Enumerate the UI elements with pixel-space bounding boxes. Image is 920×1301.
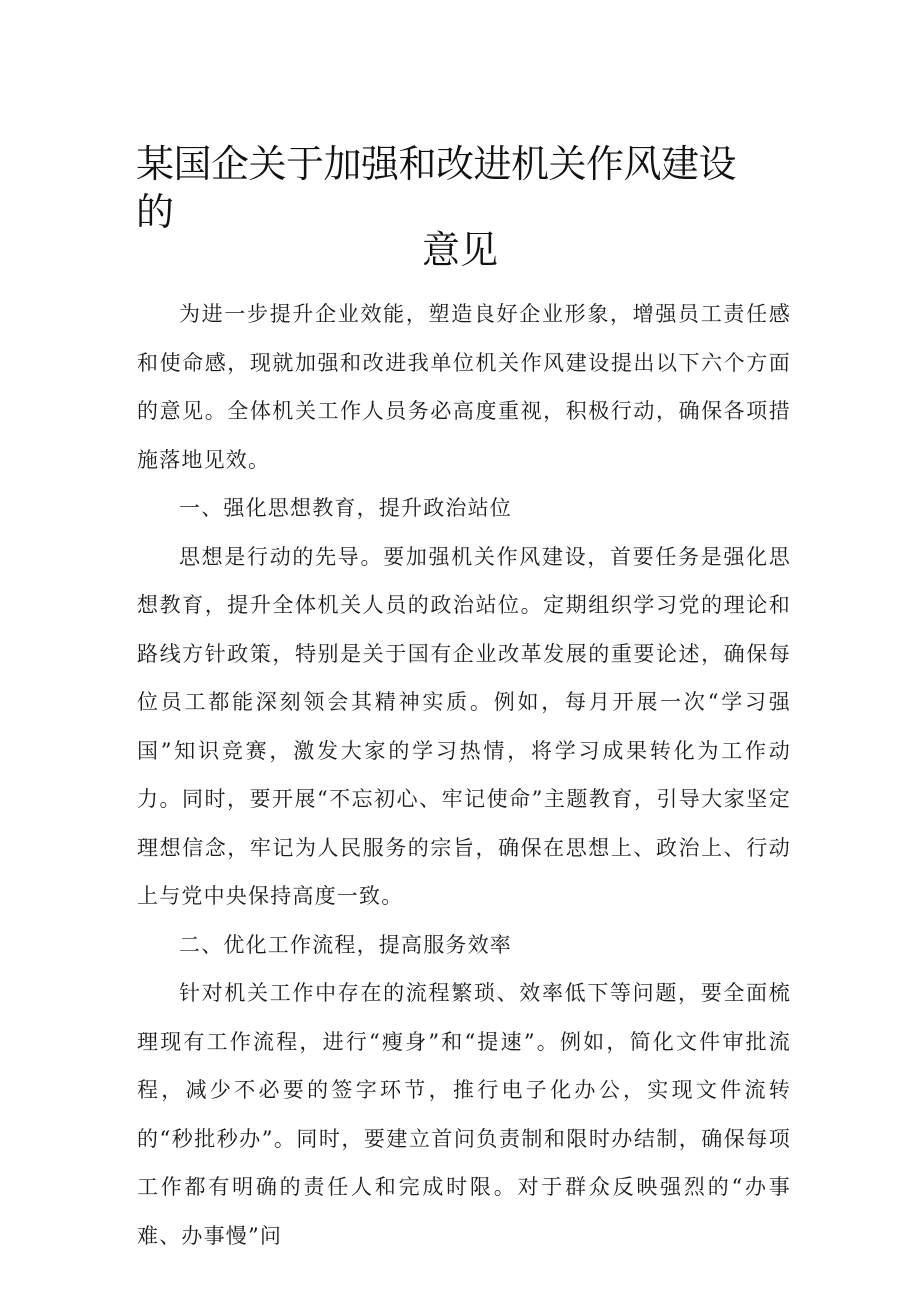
document-body xyxy=(137,290,791,1260)
section-heading-1: 一、强化思想教育，提升政治站位 xyxy=(179,496,512,520)
intro-paragraph: 为进一步提升企业效能，塑造良好企业形象，增强员工责任感和使命感，现就加强和改进我单位机关作风建设提出以下六个方面的意见。全体机关工作人员务必高度重视，积极行动，确保各项措施落地见效。 xyxy=(137,302,791,472)
section-heading-2: 二、优化工作流程，提高服务效率 xyxy=(179,932,512,957)
section-1-paragraph: 思想是行动的先导。要加强机关作风建设，首要任务是强化思想教育，提升全体机关人员的政治站位。定期组织学习党的理论和路线方针政策，特别是关于国有企业改革发展的重要论述，确保每位员工都能深刻领会其精神实质。例如，每月开展一次“学习强国”知识竞赛，激发大家的学习热情，将学习成果转化为工作动力。同时，要开展“不忘初心、牢记使命”主题教育，引导大家坚定理想信念，牢记为人民服务的宗旨，确保在思想上、政治上、行动上与党中央保持高度一致。 xyxy=(137,544,791,908)
document-title-line-1: 某国企关于加强和改进机关作风建设的 xyxy=(136,142,737,234)
document-title-line-2: 意见 xyxy=(421,228,498,272)
section-2-paragraph: 针对机关工作中存在的流程繁琐、效率低下等问题，要全面梳理现有工作流程，进行“瘦身”和“提速”。例如，简化文件审批流程，减少不必要的签字环节，推行电子化办公，实现文件流转的“秒批秒办”。同时，要建立首问负责制和限时办结制，确保每项工作都有明确的责任人和完成时限。对于群众反映强烈的“办事难、办事慢”问 xyxy=(137,981,791,1248)
